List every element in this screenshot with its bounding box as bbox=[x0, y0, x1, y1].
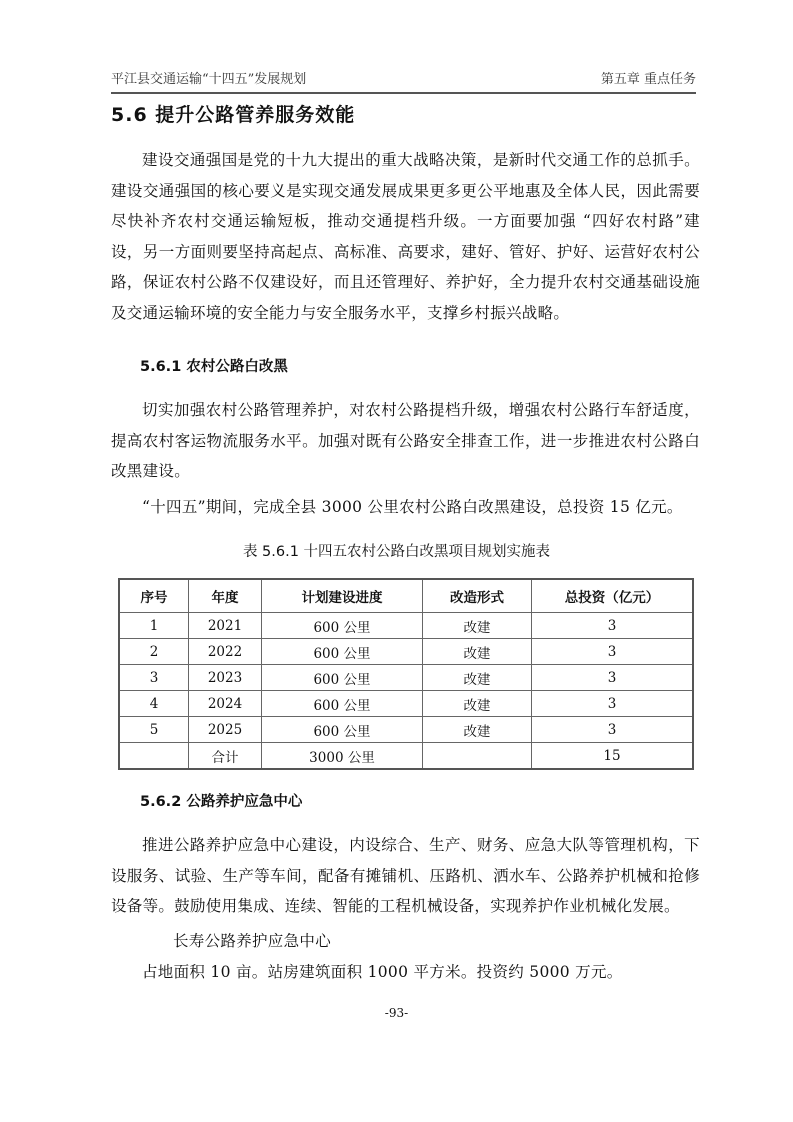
cell-index: 5 bbox=[119, 717, 189, 743]
subsection-5-6-1-summary: “十四五”期间，完成全县 3000 公里农村公路白改黑建设，总投资 15 亿元。 bbox=[142, 498, 683, 516]
cell-type: 改建 bbox=[423, 691, 532, 717]
col-header-index: 序号 bbox=[119, 579, 189, 613]
cell-investment: 15 bbox=[532, 743, 694, 770]
cell-index: 3 bbox=[119, 665, 189, 691]
cell-type bbox=[423, 743, 532, 770]
cell-investment: 3 bbox=[532, 691, 694, 717]
table-header-row bbox=[119, 579, 693, 613]
plan-table bbox=[118, 578, 694, 770]
table-row bbox=[119, 613, 693, 639]
cell-index: 4 bbox=[119, 691, 189, 717]
cell-index bbox=[119, 743, 189, 770]
cell-type: 改建 bbox=[423, 639, 532, 665]
cell-year: 合计 bbox=[189, 743, 262, 770]
cell-type: 改建 bbox=[423, 717, 532, 743]
table-row bbox=[119, 665, 693, 691]
table-row bbox=[119, 717, 693, 743]
cell-progress: 600 公里 bbox=[262, 639, 423, 665]
subsection-5-6-2-para: 推进公路养护应急中心建设，内设综合、生产、财务、应急大队等管理机构，下设服务、试验、生产等车间，配备有摊铺机、压路机、洒水车、公路养护机械和抢修设备等。鼓励使用集成、连续、智能的工程机械设备，实现养护作业机械化发展。 bbox=[111, 836, 700, 915]
col-header-year: 年度 bbox=[189, 579, 262, 613]
cell-type: 改建 bbox=[423, 613, 532, 639]
cell-progress: 600 公里 bbox=[262, 665, 423, 691]
subsection-title-5-6-1: 5.6.1 农村公路白改黑 bbox=[140, 359, 288, 375]
table-row bbox=[119, 691, 693, 717]
section-title: 5.6 提升公路管养服务效能 bbox=[111, 104, 356, 126]
table-row bbox=[119, 639, 693, 665]
cell-index: 2 bbox=[119, 639, 189, 665]
cell-year: 2021 bbox=[189, 613, 262, 639]
cell-year: 2025 bbox=[189, 717, 262, 743]
cell-investment: 3 bbox=[532, 613, 694, 639]
header-doc-title: 平江县交通运输“十四五”发展规划 bbox=[111, 72, 307, 87]
cell-progress: 600 公里 bbox=[262, 691, 423, 717]
cell-year: 2024 bbox=[189, 691, 262, 717]
page-number: -93- bbox=[384, 1006, 409, 1020]
table-total-row bbox=[119, 743, 693, 770]
cell-investment: 3 bbox=[532, 665, 694, 691]
header-rule bbox=[111, 92, 696, 94]
page-header bbox=[111, 68, 696, 90]
cell-year: 2023 bbox=[189, 665, 262, 691]
cell-type: 改建 bbox=[423, 665, 532, 691]
section-intro: 建设交通强国是党的十九大提出的重大战略决策，是新时代交通工作的总抓手。建设交通强国的核心要义是实现交通发展成果更多更公平地惠及全体人民，因此需要尽快补齐农村交通运输短板，推动交通提档升级。一方面要加强 “四好农村路”建设，另一方面则要坚持高起点、高标准、高要求，建好、管好、护好、运营好农村公路，保证农村公路不仅建设好，而且还管理好、养护好，全力提升农村交通基础设施及交通运输环境的安全能力与安全服务水平，支撑乡村振兴战略。 bbox=[111, 151, 700, 322]
cell-index: 1 bbox=[119, 613, 189, 639]
cell-year: 2022 bbox=[189, 639, 262, 665]
cell-investment: 3 bbox=[532, 639, 694, 665]
cell-progress: 600 公里 bbox=[262, 717, 423, 743]
cell-progress: 3000 公里 bbox=[262, 743, 423, 770]
header-chapter: 第五章 重点任务 bbox=[600, 72, 696, 87]
col-header-investment: 总投资（亿元） bbox=[532, 579, 694, 613]
center-name: 长寿公路养护应急中心 bbox=[173, 932, 332, 950]
table-caption: 表 5.6.1 十四五农村公路白改黑项目规划实施表 bbox=[242, 544, 551, 560]
cell-investment: 3 bbox=[532, 717, 694, 743]
subsection-5-6-1-para: 切实加强农村公路管理养护，对农村公路提档升级，增强农村公路行车舒适度，提高农村客运物流服务水平。加强对既有公路安全排查工作，进一步推进农村公路白改黑建设。 bbox=[111, 401, 700, 480]
subsection-title-5-6-2: 5.6.2 公路养护应急中心 bbox=[140, 794, 303, 810]
center-detail: 占地面积 10 亩。站房建筑面积 1000 平方米。投资约 5000 万元。 bbox=[142, 963, 623, 981]
col-header-type: 改造形式 bbox=[423, 579, 532, 613]
col-header-progress: 计划建设进度 bbox=[262, 579, 423, 613]
cell-progress: 600 公里 bbox=[262, 613, 423, 639]
